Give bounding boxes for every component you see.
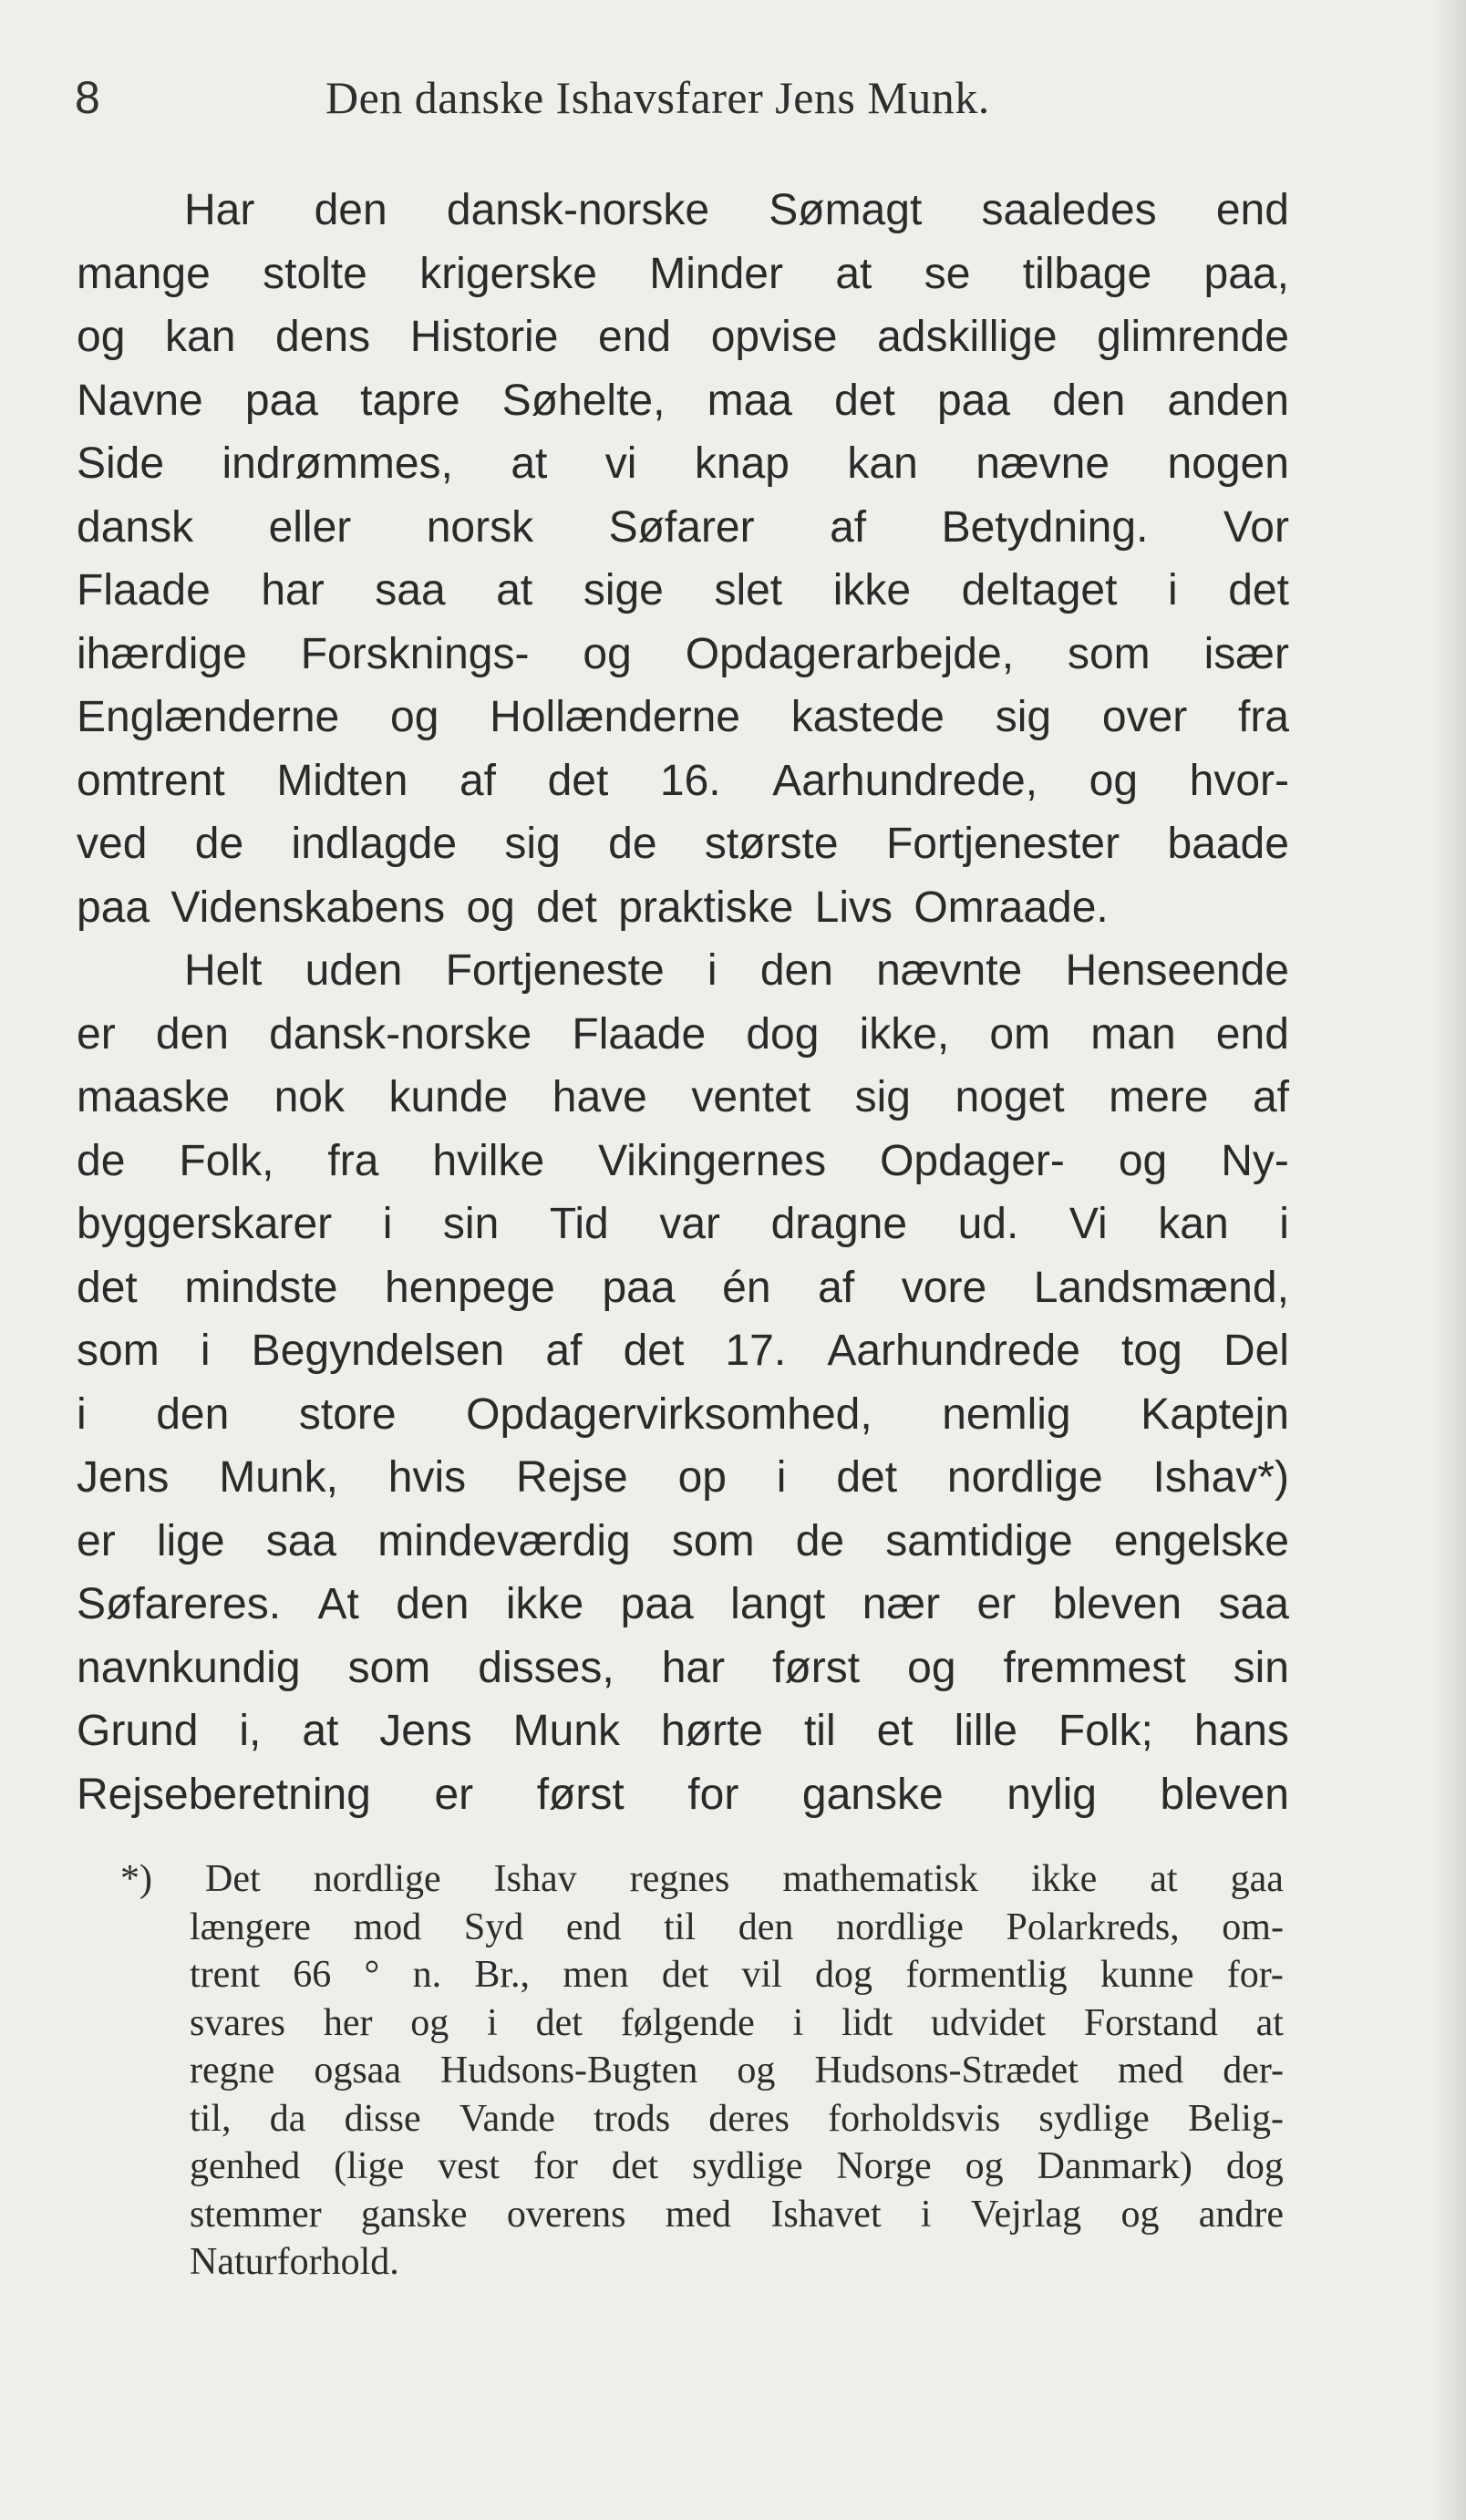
footnote-line: genhed (lige vest for det sydlige Norge og Danmark) dog [190,2145,1284,2187]
text-line: i den store Opdagervirksomhed, nemlig Kaptejn [77,1389,1289,1439]
text-line: omtrent Midten af det 16. Aarhundrede, og hvor- [77,756,1289,805]
footnote-line: længere mod Syd end til den nordlige Polarkreds, om- [190,1905,1284,1948]
footnote-line: trent 66 ° n. Br., men det vil dog formentlig kunne for- [190,1954,1284,1996]
text-line: Side indrømmes, at vi knap kan nævne nogen [77,439,1289,488]
text-line: og kan dens Historie end opvise adskillige glimrende [77,313,1289,361]
page-number: 8 [75,72,100,123]
text-line: Søfareres. At den ikke paa langt nær er bleven saa [77,1580,1289,1628]
text-line: paa Videnskabens og det praktiske Livs Omraade. [77,883,1109,932]
text-line: Rejseberetning er først for ganske nylig bleven [77,1770,1289,1819]
footnote-line: *) Det nordlige Ishav regnes mathematisk ikke at gaa [120,1858,1284,1900]
footnote [98,1855,1284,2287]
text-line: Navne paa tapre Søhelte, maa det paa den anden [77,376,1289,425]
text-line: Jens Munk, hvis Rejse op i det nordlige Ishav*) [77,1453,1289,1502]
text-line: dansk eller norsk Søfarer af Betydning. Vor [77,502,1289,552]
text-line: maaske nok kunde have ventet sig noget mere af [77,1073,1289,1121]
text-line: navnkundig som disses, har først og fremmest sin [77,1643,1289,1692]
body-text [77,179,1289,1826]
running-title: Den danske Ishavsfarer Jens Munk. [325,72,990,123]
footnote-line: regne ogsaa Hudsons-Bugten og Hudsons-Strædet med der- [190,2050,1284,2091]
text-line: ved de indlagde sig de største Fortjenester baade [77,820,1289,868]
text-line: mange stolte krigerske Minder at se tilbage paa, [77,249,1289,298]
text-line: Har den dansk-norske Sømagt saaledes end [184,186,1289,234]
footnote-line: til, da disse Vande trods deres forholdsvis sydlige Belig- [190,2097,1284,2140]
page-header [75,71,1397,135]
text-line: Englænderne og Hollænderne kastede sig over fra [77,693,1289,741]
text-line: det mindste henpege paa én af vore Landsmænd, [77,1263,1289,1312]
text-line: er den dansk-norske Flaade dog ikke, om man end [77,1009,1289,1059]
text-line: er lige saa mindeværdig som de samtidige engelske [77,1516,1289,1565]
footnote-line: svares her og i det følgende i lidt udvidet Forstand at [190,2001,1284,2044]
text-line: Helt uden Fortjeneste i den nævnte Henseende [184,946,1289,995]
text-line: Grund i, at Jens Munk hørte til et lille Folk; hans [77,1707,1289,1755]
text-line: som i Begyndelsen af det 17. Aarhundrede tog Del [77,1327,1289,1375]
text-line: ihærdige Forsknings- og Opdagerarbejde, som især [77,629,1289,678]
footnote-line: Naturforhold. [190,2241,399,2283]
footnote-line: stemmer ganske overens med Ishavet i Vejrlag og andre [190,2193,1284,2236]
text-line: byggerskarer i sin Tid var dragne ud. Vi kan i [77,1200,1289,1248]
page-edge-shadow [1433,0,1466,2520]
text-line: de Folk, fra hvilke Vikingernes Opdager- og Ny- [77,1136,1289,1185]
text-line: Flaade har saa at sige slet ikke deltaget i det [77,566,1289,615]
